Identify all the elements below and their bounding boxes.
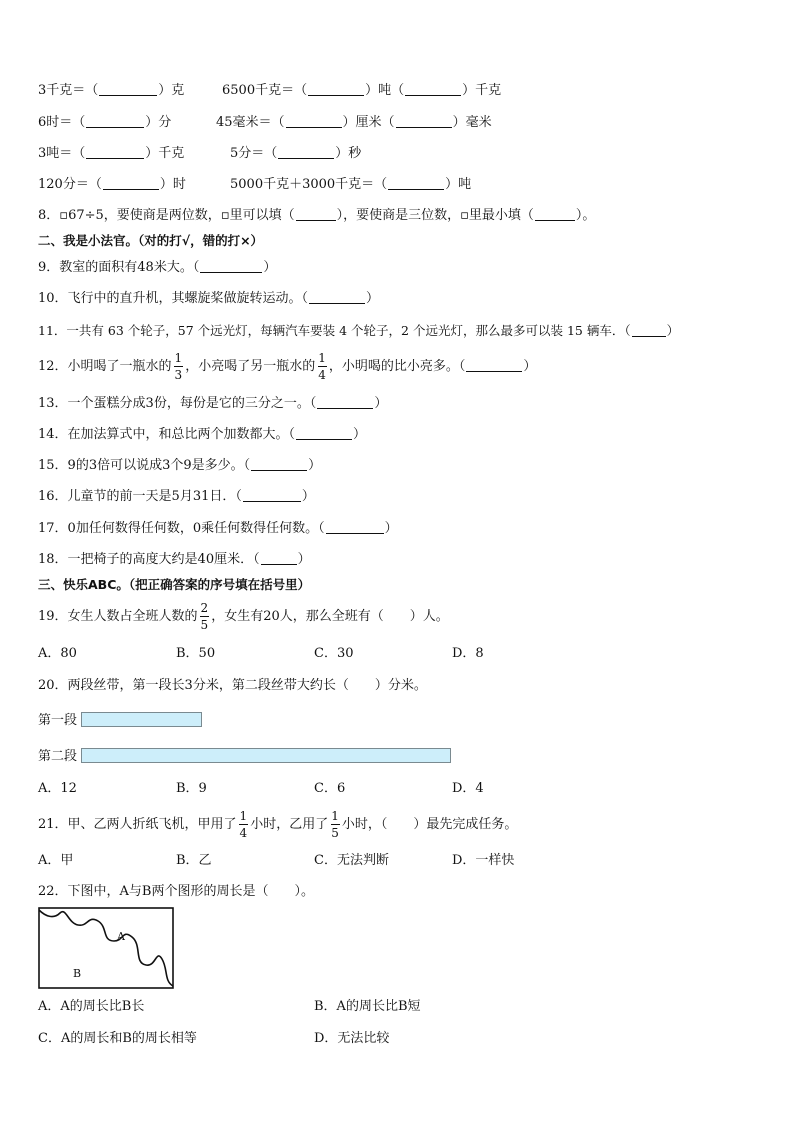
option-b[interactable]: B．9 — [176, 781, 207, 796]
conv-row4-right: 5000千克＋3000千克＝（ ）吨 — [230, 177, 472, 192]
answer-blank[interactable] — [466, 358, 522, 372]
answer-blank[interactable] — [286, 114, 342, 128]
option-d[interactable]: D．8 — [452, 646, 484, 661]
question-17: 17．0加任何数得任何数，0乘任何数得任何数。（ ） — [38, 521, 398, 536]
question-10: 10．飞行中的直升机，其螺旋桨做旋转运动。（ ） — [38, 291, 380, 306]
question-12: 12．小明喝了一瓶水的 $\frac{1}{3}$ ，小亮喝了另一瓶水的 $\frac{1}{4}$ ，小明喝的比小亮多。（ ） — [38, 351, 537, 382]
question-14: 14．在加法算式中，和总比两个加数都大。（ ） — [38, 427, 367, 442]
option-c[interactable]: C．无法判断 — [314, 853, 389, 868]
question-19: 19．女生人数占全班人数的 $\frac{2}{5}$ ，女生有20人，那么全班有（ ）人。 — [38, 601, 449, 632]
figure-outline — [39, 908, 173, 988]
answer-blank[interactable] — [86, 145, 144, 159]
fraction: $\frac{1}{4}$ — [318, 351, 326, 382]
answer-blank[interactable] — [86, 114, 144, 128]
answer-blank[interactable] — [296, 426, 352, 440]
answer-blank[interactable] — [261, 551, 297, 565]
answer-blank[interactable] — [296, 207, 336, 221]
option-c[interactable]: C．30 — [314, 646, 354, 661]
fraction: $\frac{2}{5}$ — [200, 601, 209, 632]
option-d[interactable]: D．4 — [452, 781, 484, 796]
option-d[interactable]: D．无法比较 — [314, 1031, 390, 1046]
ribbon-2 — [81, 748, 451, 763]
fraction: $\frac{1}{3}$ — [174, 351, 183, 382]
answer-blank[interactable] — [278, 145, 334, 159]
question-18: 18．一把椅子的高度大约是40厘米．（ ） — [38, 552, 311, 567]
option-b[interactable]: B．A的周长比B短 — [314, 999, 421, 1014]
conv-row4-left: 120分＝（ ）时 — [38, 177, 186, 192]
region-a-label: A — [117, 930, 125, 943]
wavy-divider — [39, 910, 173, 986]
option-b[interactable]: B．50 — [176, 646, 216, 661]
conv-row2-left: 6时＝（ ）分 — [38, 115, 172, 130]
answer-blank[interactable] — [243, 488, 301, 502]
section-2-heading: 二、我是小法官。（对的打√，错的打×） — [38, 233, 264, 248]
ribbon-1-label: 第一段 — [38, 713, 78, 728]
conv-row2-right: 45毫米＝（ ）厘米（ ）毫米 — [216, 115, 492, 130]
conv-row3-right: 5分＝（ ）秒 — [230, 146, 362, 161]
section-3-heading: 三、快乐ABC。（把正确答案的序号填在括号里） — [38, 577, 311, 592]
answer-blank[interactable] — [200, 259, 262, 273]
option-c[interactable]: C．6 — [314, 781, 346, 796]
region-b-label: B — [73, 967, 82, 980]
answer-blank[interactable] — [99, 82, 157, 96]
ribbon-1 — [81, 712, 202, 727]
answer-blank[interactable] — [535, 207, 575, 221]
ribbon-2-label: 第二段 — [38, 749, 78, 764]
fraction: $\frac{1}{4}$ — [239, 809, 248, 840]
option-b[interactable]: B．乙 — [176, 853, 212, 868]
conv-row3-left: 3吨＝（ ）千克 — [38, 146, 185, 161]
conv-row1-left: 3千克＝（ ）克 — [38, 83, 185, 98]
option-a[interactable]: A．A的周长比B长 — [38, 999, 145, 1014]
question-20: 20．两段丝带，第一段长3分米，第二段丝带大约长（ ）分米。 — [38, 678, 427, 693]
answer-blank[interactable] — [251, 457, 307, 471]
option-a[interactable]: A．12 — [38, 781, 77, 796]
question-16: 16．儿童节的前一天是5月31日．（ ） — [38, 489, 315, 504]
perimeter-figure — [38, 907, 174, 989]
answer-blank[interactable] — [396, 114, 452, 128]
question-11: 11．一共有 63 个轮子，57 个远光灯，每辆汽车要装 4 个轮子，2 个远光灯，那么最多可以装 15 辆车．（ ） — [38, 323, 680, 338]
option-d[interactable]: D．一样快 — [452, 853, 515, 868]
answer-blank[interactable] — [405, 82, 461, 96]
answer-blank[interactable] — [388, 176, 444, 190]
fraction: $\frac{1}{5}$ — [331, 809, 339, 840]
conv-row1-right: 6500千克＝（ ）吨（ ）千克 — [222, 83, 502, 98]
question-8: 8．▫67÷5，要使商是两位数，▫里可以填（ ），要使商是三位数，▫里最小填（ ）。 — [38, 208, 596, 223]
question-15: 15．9的3倍可以说成3个9是多少。（ ） — [38, 458, 322, 473]
question-9: 9．教室的面积有48米大。（ ） — [38, 260, 277, 275]
answer-blank[interactable] — [103, 176, 159, 190]
answer-blank[interactable] — [326, 520, 384, 534]
answer-blank[interactable] — [632, 323, 666, 337]
option-c[interactable]: C．A的周长和B的周长相等 — [38, 1031, 197, 1046]
answer-blank[interactable] — [308, 82, 364, 96]
option-a[interactable]: A．甲 — [38, 853, 74, 868]
question-21: 21．甲、乙两人折纸飞机，甲用了 $\frac{1}{4}$ 小时，乙用了 $\frac{1}{5}$ 小时，（ ）最先完成任务。 — [38, 809, 518, 840]
option-a[interactable]: A．80 — [38, 646, 77, 661]
answer-blank[interactable] — [309, 290, 365, 304]
question-22: 22．下图中，A与B两个图形的周长是（ ）。 — [38, 884, 314, 899]
question-13: 13．一个蛋糕分成3份，每份是它的三分之一。（ ） — [38, 396, 388, 411]
answer-blank[interactable] — [317, 395, 373, 409]
